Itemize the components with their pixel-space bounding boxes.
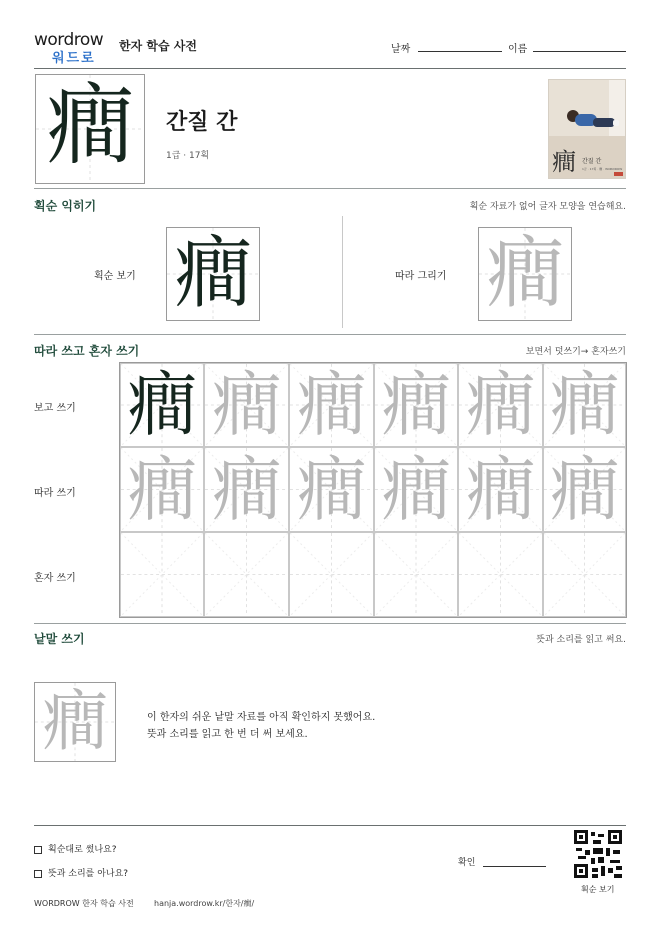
word-hanja: 癎 bbox=[42, 683, 108, 760]
practice-hanja-trace: 癎 bbox=[127, 448, 197, 531]
practice-cell-trace[interactable] bbox=[289, 363, 374, 447]
main-hanja-box bbox=[35, 74, 145, 184]
checklist-item-stroke-order[interactable] bbox=[34, 842, 117, 855]
practice-section-title: 따라 쓰고 혼자 쓰기 bbox=[34, 344, 140, 358]
footer-url[interactable]: hanja.wordrow.kr/한자/癎/ bbox=[154, 899, 255, 908]
practice-hanja-trace: 癎 bbox=[381, 364, 451, 446]
qr-code-icon[interactable] bbox=[574, 830, 622, 878]
practice-hanja-trace: 癎 bbox=[211, 448, 282, 531]
header-divider bbox=[34, 68, 626, 69]
main-hanja: 癎 bbox=[45, 74, 134, 177]
practice-section-note: 보면서 덧쓰기→ 혼자쓰기 bbox=[525, 347, 626, 357]
practice-hanja-trace: 癎 bbox=[549, 448, 620, 531]
illustration-thumbnail bbox=[548, 79, 626, 179]
date-field[interactable] bbox=[418, 51, 502, 52]
confirm-field[interactable] bbox=[483, 866, 546, 867]
stroke-section-vdivider bbox=[342, 216, 343, 328]
practice-hanja-trace: 癎 bbox=[381, 448, 451, 531]
divider-4 bbox=[34, 825, 626, 826]
divider-3 bbox=[34, 623, 626, 624]
stroke-view-label: 획순 보기 bbox=[94, 271, 136, 282]
word-message-line1: 이 한자의 쉬운 낱말 자료를 아직 확인하지 못했어요. bbox=[147, 712, 376, 723]
word-section-note: 뜻과 소리를 읽고 써요. bbox=[536, 635, 626, 645]
practice-cell-trace[interactable] bbox=[289, 447, 374, 532]
practice-hanja-trace: 癎 bbox=[465, 364, 536, 446]
practice-hanja-trace: 癎 bbox=[296, 364, 367, 446]
footer-brand: WORDROW 한자 학습 사전 bbox=[34, 899, 134, 908]
practice-cell-trace[interactable] bbox=[204, 447, 289, 532]
meaning-sound: 간질 간 bbox=[166, 110, 238, 135]
stroke-section-note: 획순 자료가 없어 글자 모양을 연습해요. bbox=[469, 202, 626, 212]
row-label-trace: 따라 쓰기 bbox=[34, 488, 76, 499]
checklist-item-meaning[interactable] bbox=[34, 866, 128, 879]
practice-hanja-trace: 癎 bbox=[465, 448, 536, 531]
qr-label: 획순 보기 bbox=[581, 885, 615, 894]
practice-cell-trace[interactable] bbox=[543, 363, 626, 447]
practice-cell-blank[interactable] bbox=[543, 532, 626, 617]
practice-cell-trace[interactable] bbox=[204, 363, 289, 447]
practice-cell-blank[interactable] bbox=[289, 532, 374, 617]
checklist-label: 뜻과 소리를 아나요? bbox=[48, 869, 129, 879]
stroke-view-hanja: 癎 bbox=[173, 229, 252, 319]
logo-text: wordrow bbox=[34, 30, 104, 50]
stroke-trace-label: 따라 그리기 bbox=[395, 271, 447, 282]
practice-cell-blank[interactable] bbox=[458, 532, 543, 617]
practice-cell-blank[interactable] bbox=[374, 532, 458, 617]
word-section-title: 낱말 쓰기 bbox=[34, 632, 85, 646]
name-field[interactable] bbox=[533, 51, 626, 52]
divider-2 bbox=[34, 334, 626, 335]
checkbox-icon[interactable] bbox=[34, 846, 42, 854]
practice-hanja-model: 癎 bbox=[127, 364, 197, 446]
word-hanja-box[interactable] bbox=[34, 682, 116, 762]
practice-cell-model[interactable] bbox=[120, 363, 204, 447]
thumbnail-hanja: 癎 bbox=[552, 148, 576, 176]
practice-cell-trace[interactable] bbox=[374, 447, 458, 532]
name-label: 이름 bbox=[508, 44, 528, 55]
practice-cell-blank[interactable] bbox=[204, 532, 289, 617]
date-label: 날짜 bbox=[391, 44, 411, 55]
practice-cell-trace[interactable] bbox=[543, 447, 626, 532]
practice-cell-blank[interactable] bbox=[120, 532, 204, 617]
stroke-trace-hanja: 癎 bbox=[485, 229, 564, 319]
header-title: 한자 학습 사전 bbox=[119, 39, 197, 53]
thumbnail-caption: 간질 간 bbox=[582, 158, 602, 165]
divider-1 bbox=[34, 188, 626, 189]
row-label-look: 보고 쓰기 bbox=[34, 403, 76, 414]
checklist-label: 획순대로 썼나요? bbox=[48, 845, 117, 855]
stroke-view-box[interactable] bbox=[166, 227, 260, 321]
practice-cell-trace[interactable] bbox=[120, 447, 204, 532]
practice-hanja-trace: 癎 bbox=[549, 364, 620, 446]
confirm-label: 확인 bbox=[458, 858, 476, 868]
stroke-section-title: 획순 익히기 bbox=[34, 199, 97, 213]
row-label-alone: 혼자 쓰기 bbox=[34, 573, 76, 584]
thumbnail-small-text: 1급 · 17획 · 癎 · WORDROW bbox=[582, 167, 623, 171]
char-meta: 1급 · 17획 bbox=[166, 151, 210, 161]
practice-cell-trace[interactable] bbox=[458, 363, 543, 447]
practice-hanja-trace: 癎 bbox=[211, 364, 282, 446]
checkbox-icon[interactable] bbox=[34, 870, 42, 878]
practice-cell-trace[interactable] bbox=[458, 447, 543, 532]
practice-cell-trace[interactable] bbox=[374, 363, 458, 447]
logo-korean: 워드로 bbox=[52, 51, 96, 66]
stroke-trace-box[interactable] bbox=[478, 227, 572, 321]
logo bbox=[34, 30, 114, 64]
word-message-line2: 뜻과 소리를 읽고 한 번 더 써 보세요. bbox=[147, 729, 308, 740]
practice-hanja-trace: 癎 bbox=[296, 448, 367, 531]
